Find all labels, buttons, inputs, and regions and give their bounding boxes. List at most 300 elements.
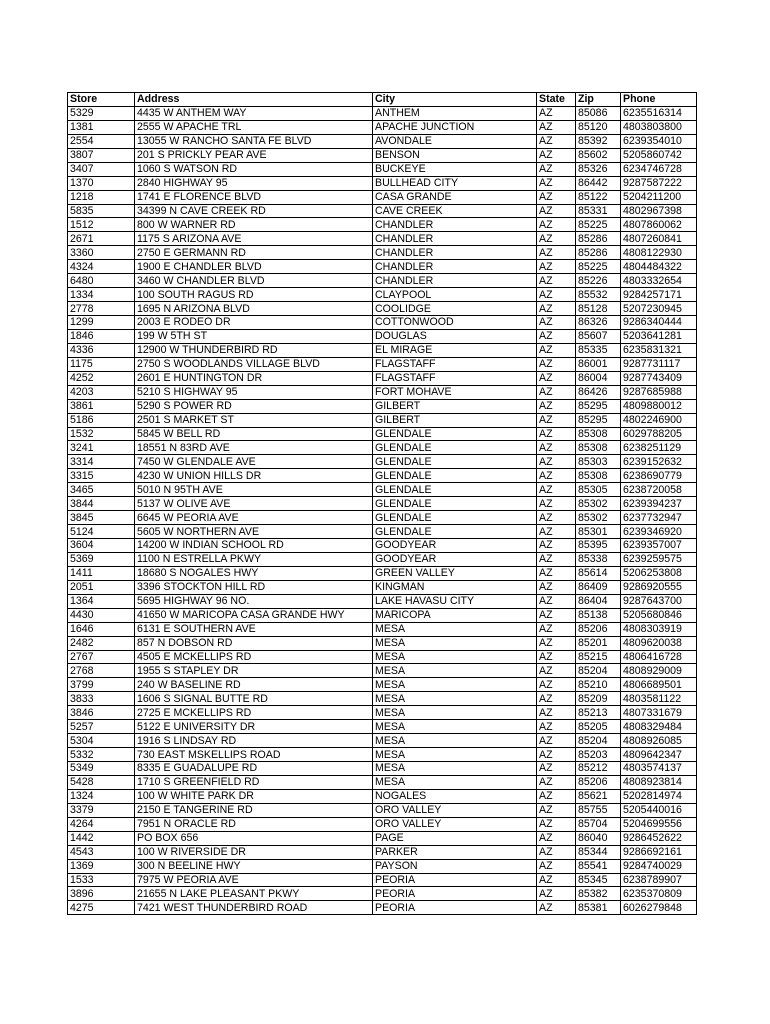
address-cell: 5137 W OLIVE AVE — [135, 497, 373, 511]
zip-cell: 85226 — [576, 274, 621, 288]
zip-cell: 85128 — [576, 302, 621, 316]
address-cell: 6131 E SOUTHERN AVE — [135, 622, 373, 636]
state-cell: AZ — [537, 817, 576, 831]
state-cell: AZ — [537, 664, 576, 678]
zip-cell: 85602 — [576, 148, 621, 162]
address-cell: 199 W 5TH ST — [135, 329, 373, 343]
address-cell: 5210 S HIGHWAY 95 — [135, 385, 373, 399]
city-cell: ORO VALLEY — [373, 803, 537, 817]
phone-cell: 4803332654 — [621, 274, 697, 288]
table-row — [68, 204, 697, 218]
zip-cell: 85204 — [576, 664, 621, 678]
city-cell: GLENDALE — [373, 511, 537, 525]
column-header-state: State — [537, 93, 576, 107]
phone-cell: 4808303919 — [621, 622, 697, 636]
zip-cell: 86004 — [576, 371, 621, 385]
city-cell: PEORIA — [373, 873, 537, 887]
state-cell: AZ — [537, 260, 576, 274]
address-cell: 14200 W INDIAN SCHOOL RD — [135, 539, 373, 553]
header-row — [68, 93, 697, 107]
zip-cell: 85344 — [576, 845, 621, 859]
table-row — [68, 775, 697, 789]
table-row — [68, 120, 697, 134]
city-cell: BUCKEYE — [373, 162, 537, 176]
store-cell: 1370 — [68, 176, 135, 190]
table-row — [68, 441, 697, 455]
table-row — [68, 148, 697, 162]
column-header-city: City — [373, 93, 537, 107]
phone-cell: 9286452622 — [621, 831, 697, 845]
zip-cell: 85206 — [576, 622, 621, 636]
city-cell: BULLHEAD CITY — [373, 176, 537, 190]
address-cell: 800 W WARNER RD — [135, 218, 373, 232]
zip-cell: 85301 — [576, 525, 621, 539]
store-cell: 2554 — [68, 134, 135, 148]
state-cell: AZ — [537, 316, 576, 330]
city-cell: GOODYEAR — [373, 539, 537, 553]
table-row — [68, 817, 697, 831]
store-cell: 4264 — [68, 817, 135, 831]
address-cell: 100 W RIVERSIDE DR — [135, 845, 373, 859]
zip-cell: 85541 — [576, 859, 621, 873]
phone-cell: 6029788205 — [621, 427, 697, 441]
state-cell: AZ — [537, 288, 576, 302]
address-cell: 100 SOUTH RAGUS RD — [135, 288, 373, 302]
phone-cell: 6235516314 — [621, 106, 697, 120]
phone-cell: 4808926085 — [621, 734, 697, 748]
table-row — [68, 357, 697, 371]
zip-cell: 85203 — [576, 748, 621, 762]
phone-cell: 9287731117 — [621, 357, 697, 371]
city-cell: APACHE JUNCTION — [373, 120, 537, 134]
store-cell: 3314 — [68, 455, 135, 469]
zip-cell: 85305 — [576, 483, 621, 497]
phone-cell: 6239259575 — [621, 552, 697, 566]
city-cell: ORO VALLEY — [373, 817, 537, 831]
state-cell: AZ — [537, 775, 576, 789]
address-cell: 2750 E GERMANN RD — [135, 246, 373, 260]
city-cell: MARICOPA — [373, 608, 537, 622]
zip-cell: 86040 — [576, 831, 621, 845]
phone-cell: 4804484322 — [621, 260, 697, 274]
state-cell: AZ — [537, 650, 576, 664]
table-row — [68, 831, 697, 845]
state-cell: AZ — [537, 246, 576, 260]
table-row — [68, 901, 697, 915]
city-cell: GLENDALE — [373, 469, 537, 483]
city-cell: MESA — [373, 692, 537, 706]
address-cell: 7951 N ORACLE RD — [135, 817, 373, 831]
store-cell: 2482 — [68, 636, 135, 650]
state-cell: AZ — [537, 887, 576, 901]
city-cell: EL MIRAGE — [373, 343, 537, 357]
zip-cell: 86001 — [576, 357, 621, 371]
state-cell: AZ — [537, 594, 576, 608]
phone-cell: 6026279848 — [621, 901, 697, 915]
state-cell: AZ — [537, 190, 576, 204]
store-cell: 5257 — [68, 720, 135, 734]
store-cell: 2767 — [68, 650, 135, 664]
address-cell: 2150 E TANGERINE RD — [135, 803, 373, 817]
address-cell: 2501 S MARKET ST — [135, 413, 373, 427]
table-row — [68, 246, 697, 260]
phone-cell: 6234746728 — [621, 162, 697, 176]
phone-cell: 9286692161 — [621, 845, 697, 859]
address-cell: 7450 W GLENDALE AVE — [135, 455, 373, 469]
state-cell: AZ — [537, 106, 576, 120]
store-cell: 4203 — [68, 385, 135, 399]
zip-cell: 85614 — [576, 566, 621, 580]
city-cell: NOGALES — [373, 789, 537, 803]
zip-cell: 85326 — [576, 162, 621, 176]
state-cell: AZ — [537, 176, 576, 190]
city-cell: MESA — [373, 678, 537, 692]
table-row — [68, 455, 697, 469]
phone-cell: 4808122930 — [621, 246, 697, 260]
state-cell: AZ — [537, 148, 576, 162]
city-cell: GILBERT — [373, 399, 537, 413]
table-row — [68, 343, 697, 357]
column-header-phone: Phone — [621, 93, 697, 107]
store-table — [67, 92, 697, 915]
city-cell: COTTONWOOD — [373, 316, 537, 330]
city-cell: CAVE CREEK — [373, 204, 537, 218]
table-row — [68, 566, 697, 580]
city-cell: FLAGSTAFF — [373, 371, 537, 385]
table-row — [68, 552, 697, 566]
state-cell: AZ — [537, 343, 576, 357]
city-cell: PAYSON — [373, 859, 537, 873]
phone-cell: 4802246900 — [621, 413, 697, 427]
city-cell: MESA — [373, 650, 537, 664]
state-cell: AZ — [537, 706, 576, 720]
city-cell: MESA — [373, 762, 537, 776]
table-row — [68, 692, 697, 706]
city-cell: CHANDLER — [373, 218, 537, 232]
address-cell: 18551 N 83RD AVE — [135, 441, 373, 455]
phone-cell: 4803803800 — [621, 120, 697, 134]
zip-cell: 85086 — [576, 106, 621, 120]
city-cell: CHANDLER — [373, 232, 537, 246]
table-row — [68, 399, 697, 413]
phone-cell: 4807331679 — [621, 706, 697, 720]
state-cell: AZ — [537, 371, 576, 385]
store-cell: 1442 — [68, 831, 135, 845]
city-cell: GREEN VALLEY — [373, 566, 537, 580]
table-row — [68, 288, 697, 302]
store-cell: 3799 — [68, 678, 135, 692]
state-cell: AZ — [537, 803, 576, 817]
state-cell: AZ — [537, 720, 576, 734]
address-cell: 18680 S NOGALES HWY — [135, 566, 373, 580]
phone-cell: 6239394237 — [621, 497, 697, 511]
phone-cell: 9287685988 — [621, 385, 697, 399]
table-row — [68, 469, 697, 483]
column-header-store: Store — [68, 93, 135, 107]
table-row — [68, 859, 697, 873]
state-cell: AZ — [537, 636, 576, 650]
store-cell: 5304 — [68, 734, 135, 748]
phone-cell: 4803581122 — [621, 692, 697, 706]
phone-cell: 5204211200 — [621, 190, 697, 204]
table-row — [68, 873, 697, 887]
address-cell: 7975 W PEORIA AVE — [135, 873, 373, 887]
table-row — [68, 664, 697, 678]
store-cell: 1532 — [68, 427, 135, 441]
address-cell: 13055 W RANCHO SANTA FE BLVD — [135, 134, 373, 148]
store-cell: 1411 — [68, 566, 135, 580]
city-cell: PEORIA — [373, 901, 537, 915]
state-cell: AZ — [537, 622, 576, 636]
store-cell: 1175 — [68, 357, 135, 371]
address-cell: 1606 S SIGNAL BUTTE RD — [135, 692, 373, 706]
zip-cell: 85206 — [576, 775, 621, 789]
address-cell: 5122 E UNIVERSITY DR — [135, 720, 373, 734]
state-cell: AZ — [537, 274, 576, 288]
column-header-zip: Zip — [576, 93, 621, 107]
table-row — [68, 232, 697, 246]
state-cell: AZ — [537, 483, 576, 497]
address-cell: 730 EAST MSKELLIPS ROAD — [135, 748, 373, 762]
zip-cell: 86426 — [576, 385, 621, 399]
phone-cell: 6239354010 — [621, 134, 697, 148]
store-cell: 4324 — [68, 260, 135, 274]
table-row — [68, 622, 697, 636]
city-cell: GLENDALE — [373, 455, 537, 469]
phone-cell: 6238251129 — [621, 441, 697, 455]
table-row — [68, 678, 697, 692]
city-cell: KINGMAN — [373, 580, 537, 594]
column-header-address: Address — [135, 93, 373, 107]
address-cell: 1100 N ESTRELLA PKWY — [135, 552, 373, 566]
store-cell: 3846 — [68, 706, 135, 720]
city-cell: CLAYPOOL — [373, 288, 537, 302]
table-row — [68, 413, 697, 427]
address-cell: 240 W BASELINE RD — [135, 678, 373, 692]
state-cell: AZ — [537, 427, 576, 441]
store-cell: 1324 — [68, 789, 135, 803]
store-cell: 1299 — [68, 316, 135, 330]
state-cell: AZ — [537, 204, 576, 218]
store-cell: 3465 — [68, 483, 135, 497]
address-cell: PO BOX 656 — [135, 831, 373, 845]
table-body — [68, 106, 697, 914]
address-cell: 1175 S ARIZONA AVE — [135, 232, 373, 246]
table-row — [68, 734, 697, 748]
store-cell: 3315 — [68, 469, 135, 483]
zip-cell: 85120 — [576, 120, 621, 134]
phone-cell: 5203641281 — [621, 329, 697, 343]
state-cell: AZ — [537, 580, 576, 594]
store-cell: 3604 — [68, 539, 135, 553]
phone-cell: 5207230945 — [621, 302, 697, 316]
address-cell: 2840 HIGHWAY 95 — [135, 176, 373, 190]
phone-cell: 6239346920 — [621, 525, 697, 539]
store-cell: 1334 — [68, 288, 135, 302]
phone-cell: 4807260841 — [621, 232, 697, 246]
zip-cell: 85295 — [576, 399, 621, 413]
city-cell: CASA GRANDE — [373, 190, 537, 204]
address-cell: 2750 S WOODLANDS VILLAGE BLVD — [135, 357, 373, 371]
store-cell: 5369 — [68, 552, 135, 566]
zip-cell: 86409 — [576, 580, 621, 594]
table-row — [68, 106, 697, 120]
store-cell: 3379 — [68, 803, 135, 817]
city-cell: MESA — [373, 622, 537, 636]
table-row — [68, 274, 697, 288]
store-cell: 3241 — [68, 441, 135, 455]
store-cell: 3360 — [68, 246, 135, 260]
phone-cell: 9286920555 — [621, 580, 697, 594]
state-cell: AZ — [537, 385, 576, 399]
phone-cell: 4808929009 — [621, 664, 697, 678]
phone-cell: 9284740029 — [621, 859, 697, 873]
table-row — [68, 329, 697, 343]
state-cell: AZ — [537, 692, 576, 706]
table-row — [68, 316, 697, 330]
zip-cell: 86404 — [576, 594, 621, 608]
phone-cell: 9287587222 — [621, 176, 697, 190]
address-cell: 41650 W MARICOPA CASA GRANDE HWY — [135, 608, 373, 622]
city-cell: GLENDALE — [373, 427, 537, 441]
address-cell: 1060 S WATSON RD — [135, 162, 373, 176]
state-cell: AZ — [537, 901, 576, 915]
city-cell: GLENDALE — [373, 441, 537, 455]
address-cell: 1955 S STAPLEY DR — [135, 664, 373, 678]
store-cell: 5835 — [68, 204, 135, 218]
zip-cell: 85201 — [576, 636, 621, 650]
zip-cell: 85335 — [576, 343, 621, 357]
store-cell: 1512 — [68, 218, 135, 232]
address-cell: 2555 W APACHE TRL — [135, 120, 373, 134]
phone-cell: 6239357007 — [621, 539, 697, 553]
zip-cell: 85532 — [576, 288, 621, 302]
table-row — [68, 511, 697, 525]
store-cell: 5186 — [68, 413, 135, 427]
store-cell: 3844 — [68, 497, 135, 511]
table-row — [68, 748, 697, 762]
table-row — [68, 803, 697, 817]
state-cell: AZ — [537, 734, 576, 748]
phone-cell: 4809642347 — [621, 748, 697, 762]
table-row — [68, 789, 697, 803]
city-cell: MESA — [373, 664, 537, 678]
state-cell: AZ — [537, 134, 576, 148]
phone-cell: 5204699556 — [621, 817, 697, 831]
zip-cell: 85225 — [576, 260, 621, 274]
state-cell: AZ — [537, 329, 576, 343]
store-cell: 6480 — [68, 274, 135, 288]
table-row — [68, 636, 697, 650]
zip-cell: 85209 — [576, 692, 621, 706]
city-cell: BENSON — [373, 148, 537, 162]
address-cell: 5695 HIGHWAY 96 NO. — [135, 594, 373, 608]
city-cell: MESA — [373, 706, 537, 720]
address-cell: 3460 W CHANDLER BLVD — [135, 274, 373, 288]
state-cell: AZ — [537, 845, 576, 859]
zip-cell: 85205 — [576, 720, 621, 734]
phone-cell: 4809880012 — [621, 399, 697, 413]
state-cell: AZ — [537, 218, 576, 232]
city-cell: MESA — [373, 734, 537, 748]
store-cell: 5332 — [68, 748, 135, 762]
phone-cell: 5205860742 — [621, 148, 697, 162]
city-cell: PEORIA — [373, 887, 537, 901]
state-cell: AZ — [537, 552, 576, 566]
zip-cell: 85308 — [576, 441, 621, 455]
zip-cell: 85302 — [576, 511, 621, 525]
state-cell: AZ — [537, 162, 576, 176]
phone-cell: 6235831321 — [621, 343, 697, 357]
store-cell: 3833 — [68, 692, 135, 706]
state-cell: AZ — [537, 525, 576, 539]
zip-cell: 85215 — [576, 650, 621, 664]
city-cell: PARKER — [373, 845, 537, 859]
city-cell: COOLIDGE — [373, 302, 537, 316]
zip-cell: 85204 — [576, 734, 621, 748]
phone-cell: 4806416728 — [621, 650, 697, 664]
table-row — [68, 162, 697, 176]
state-cell: AZ — [537, 608, 576, 622]
zip-cell: 85308 — [576, 469, 621, 483]
address-cell: 34399 N CAVE CREEK RD — [135, 204, 373, 218]
table-row — [68, 427, 697, 441]
address-cell: 5010 N 95TH AVE — [135, 483, 373, 497]
address-cell: 300 N BEELINE HWY — [135, 859, 373, 873]
phone-cell: 6237732947 — [621, 511, 697, 525]
zip-cell: 85395 — [576, 539, 621, 553]
city-cell: GLENDALE — [373, 525, 537, 539]
zip-cell: 85308 — [576, 427, 621, 441]
address-cell: 1741 E FLORENCE BLVD — [135, 190, 373, 204]
table-row — [68, 720, 697, 734]
store-cell: 2051 — [68, 580, 135, 594]
city-cell: PAGE — [373, 831, 537, 845]
phone-cell: 6238720058 — [621, 483, 697, 497]
table-row — [68, 608, 697, 622]
zip-cell: 85286 — [576, 232, 621, 246]
zip-cell: 85213 — [576, 706, 621, 720]
store-cell: 3861 — [68, 399, 135, 413]
city-cell: GLENDALE — [373, 497, 537, 511]
table-row — [68, 887, 697, 901]
address-cell: 100 W WHITE PARK DR — [135, 789, 373, 803]
table-row — [68, 302, 697, 316]
store-cell: 3407 — [68, 162, 135, 176]
phone-cell: 4802967398 — [621, 204, 697, 218]
address-cell: 2725 E MCKELLIPS RD — [135, 706, 373, 720]
table-row — [68, 580, 697, 594]
state-cell: AZ — [537, 455, 576, 469]
city-cell: FLAGSTAFF — [373, 357, 537, 371]
address-cell: 5605 W NORTHERN AVE — [135, 525, 373, 539]
state-cell: AZ — [537, 511, 576, 525]
state-cell: AZ — [537, 120, 576, 134]
city-cell: GILBERT — [373, 413, 537, 427]
phone-cell: 4803574137 — [621, 762, 697, 776]
phone-cell: 9287743409 — [621, 371, 697, 385]
state-cell: AZ — [537, 873, 576, 887]
store-cell: 4430 — [68, 608, 135, 622]
table-row — [68, 260, 697, 274]
zip-cell: 85338 — [576, 552, 621, 566]
zip-cell: 85303 — [576, 455, 621, 469]
zip-cell: 85621 — [576, 789, 621, 803]
store-cell: 1533 — [68, 873, 135, 887]
address-cell: 2601 E HUNTINGTON DR — [135, 371, 373, 385]
address-cell: 1916 S LINDSAY RD — [135, 734, 373, 748]
zip-cell: 85755 — [576, 803, 621, 817]
